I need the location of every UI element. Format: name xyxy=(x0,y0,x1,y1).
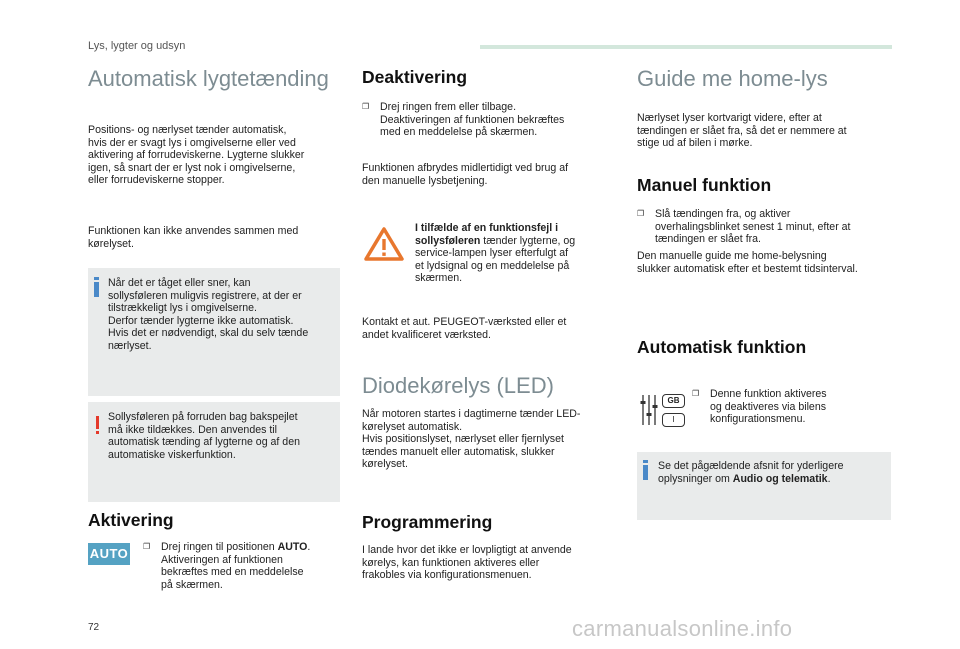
watermark: carmanualsonline.info xyxy=(572,616,793,641)
activation-text-post: . Aktiveringen af funktionen bekræftes med en meddelelse på skærmen. xyxy=(161,541,311,591)
info-box-fog-text: Når det er tåget eller sner, kan sollysføleren muligvis registrere, at der er tilstrækkeligt lys i omgivelserne. Derfor tænder lygterne ikke automatisk. Hvis det er nødvendigt, skal du selv tænde nærlyset. xyxy=(108,277,309,352)
manual-note: Den manuelle guide me home-belysning slukker automatisk efter et bestemt tidsinterval. xyxy=(637,250,858,275)
deactivation-note: Funktionen afbrydes midlertidigt ved brug af den manuelle lysbetjening. xyxy=(362,162,569,187)
title-automatic-function: Automatisk funktion xyxy=(637,337,807,357)
title-programming: Programmering xyxy=(362,512,493,532)
activation-bullet-text xyxy=(161,541,310,591)
warning-exclamation-dot xyxy=(96,431,99,434)
auto-badge: AUTO xyxy=(88,543,130,565)
warning-box-sensor-text: Sollysføleren på forruden bag bakspejlet må ikke tildækkes. Den anvendes til automatisk tænding af lygterne og af den automatiske viskerfunktion. xyxy=(108,411,300,461)
guide-me-home-intro: Nærlyset lyser kortvarigt videre, efter at tændingen er slået fra, så det er nemmere at stige ud af bilen i mørke. xyxy=(637,112,847,150)
title-activation: Aktivering xyxy=(88,510,174,530)
info-audio-post: . xyxy=(827,472,831,485)
manual-bullet xyxy=(637,208,892,246)
settings-sliders-icon xyxy=(640,393,686,427)
page-number: 72 xyxy=(88,622,100,633)
programming-text: I lande hvor det ikke er lovpligtigt at anvende kørelys, kan funktionen aktiveres eller frakobles via konfigurationsmenuen. xyxy=(362,544,572,582)
title-guide-me-home: Guide me home-lys xyxy=(637,66,828,91)
section-header: Lys, lygter og udsyn xyxy=(88,40,186,52)
sensor-fault-rest: tænder lygterne, og service-lampen lyser efterfulgt af et lydsignal og en meddelelse på skærmen. xyxy=(415,234,576,285)
activation-bullet xyxy=(143,541,343,591)
bullet-square-icon: ❐ xyxy=(637,209,645,218)
info-icon-bar xyxy=(643,465,648,480)
automatic-bullet xyxy=(692,388,892,426)
warning-box-sensor xyxy=(88,402,340,502)
automatic-bullet-text: Denne funktion aktiveres og deaktiveres via bilens konfigurationsmenu. xyxy=(710,388,827,426)
activation-text-pre: Drej ringen til positionen xyxy=(161,541,278,553)
info-box-audio-text xyxy=(658,460,890,485)
info-icon xyxy=(643,460,648,463)
title-manual-function: Manuel funktion xyxy=(637,175,772,195)
deactivation-bullet xyxy=(362,101,612,139)
activation-text-bold: AUTO xyxy=(277,541,308,553)
info-icon xyxy=(94,277,99,280)
gb-language-badge: GB xyxy=(662,394,685,408)
sensor-fault-bold: I tilfælde af en funktionsfejl i sollysføleren xyxy=(415,222,559,247)
deactivation-bullet-text: Drej ringen frem eller tilbage. Deaktiveringen af funktionen bekræftes med en meddelelse på skærmen. xyxy=(380,101,565,139)
info-audio-pre: Se det pågældende afsnit for yderligere oplysninger om xyxy=(658,460,844,485)
paragraph-automatic-lighting: Positions- og nærlyset tænder automatisk, hvis der er svagt lys i omgivelserne eller ved aktivering af forrudeviskerne. Lygterne slukker igen, så snart der er lyst nok i omgivelserne, eller forrudeviskerne stopper. xyxy=(88,124,305,187)
bullet-square-icon: ❐ xyxy=(143,542,151,551)
warning-exclamation-icon xyxy=(96,416,99,429)
contact-workshop-text: Kontakt et aut. PEUGEOT-værksted eller et andet kvalificeret værksted. xyxy=(362,316,567,341)
led-text: Når motoren startes i dagtimerne tænder LED- kørelyset automatisk. Hvis positionslyset, nærlyset eller fjernlyset tændes manuelt eller automatisk, slukker kørelyset. xyxy=(362,408,581,471)
title-automatic-lighting: Automatisk lygtetænding xyxy=(88,66,329,91)
bullet-square-icon: ❐ xyxy=(692,389,700,398)
info-icon-bar xyxy=(94,282,99,297)
sensor-fault-text xyxy=(415,222,615,285)
info-audio-link-text: Audio og telematik xyxy=(732,472,828,485)
warning-triangle-icon xyxy=(364,226,404,262)
paragraph-daytime-incompatible: Funktionen kan ikke anvendes sammen med kørelyset. xyxy=(88,225,299,250)
info-box-fog xyxy=(88,268,340,396)
i-country-badge: I xyxy=(662,413,685,427)
info-box-audio xyxy=(637,452,891,520)
sliders-glyph xyxy=(640,393,660,427)
title-deactivation: Deaktivering xyxy=(362,67,468,87)
header-divider-bar xyxy=(480,45,892,49)
bullet-square-icon: ❐ xyxy=(362,102,370,111)
title-led: Diodekørelys (LED) xyxy=(362,373,554,398)
manual-bullet-text: Slå tændingen fra, og aktiver overhalingsblinket senest 1 minut, efter at tændingen er slået fra. xyxy=(655,208,851,246)
